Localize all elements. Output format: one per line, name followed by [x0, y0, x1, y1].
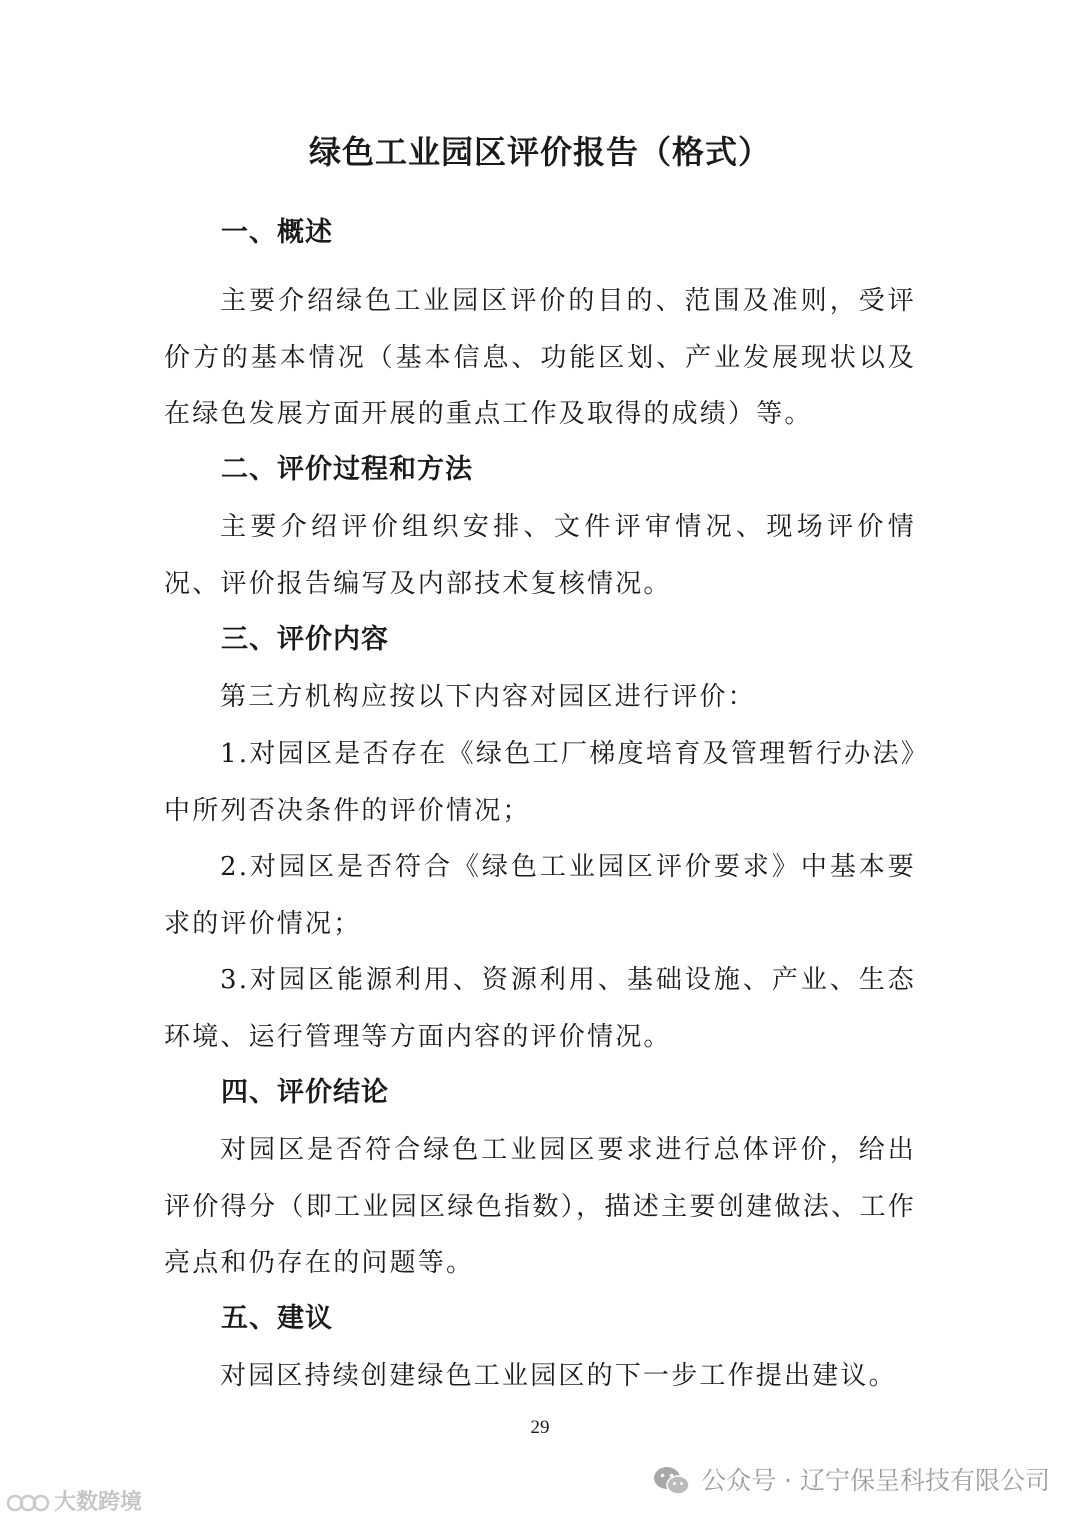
section-process-paragraph: 主要介绍评价组织安排、文件评审情况、现场评价情况、评价报告编写及内部技术复核情况。 [164, 512, 916, 599]
wechat-icon [653, 1465, 691, 1497]
section-heading-suggestions: 五、建议 [221, 1303, 333, 1334]
section-conclusion-paragraph: 对园区是否符合绿色工业园区要求进行总体评价，给出评价得分（即工业园区绿色指数），描述主要创建做法、工作亮点和仍存在的问题等。 [164, 1135, 916, 1279]
watermark-right-text: 公众号 · 辽宁保呈科技有限公司 [701, 1466, 1050, 1495]
document-title: 绿色工业园区评价报告（格式） [308, 133, 771, 171]
logo-icon [6, 1491, 50, 1515]
page-number: 29 [530, 1417, 550, 1438]
section-heading-conclusion: 四、评价结论 [221, 1077, 389, 1108]
section-heading-content: 三、评价内容 [221, 624, 389, 655]
watermark-logo [6, 1488, 142, 1518]
section-content-item-3: 3.对园区能源利用、资源利用、基础设施、产业、生态环境、运行管理等方面内容的评价情况。 [164, 965, 916, 1052]
watermark-official-account [653, 1463, 1050, 1499]
section-heading-overview: 一、概述 [221, 217, 333, 248]
section-content-intro: 第三方机构应按以下内容对园区进行评价： [220, 682, 756, 712]
section-content-item-1: 1.对园区是否存在《绿色工厂梯度培育及管理暂行办法》中所列否决条件的评价情况； [164, 739, 916, 826]
watermark-left-text: 大数跨境 [54, 1490, 143, 1515]
section-overview-paragraph: 主要介绍绿色工业园区评价的目的、范围及准则，受评价方的基本情况（基本信息、功能区划、产业发展现状以及在绿色发展方面开展的重点工作及取得的成绩）等。 [164, 286, 916, 430]
section-suggestions-paragraph: 对园区持续创建绿色工业园区的下一步工作提出建议。 [220, 1361, 897, 1391]
section-content-item-2: 2.对园区是否符合《绿色工业园区评价要求》中基本要求的评价情况； [164, 852, 916, 939]
section-heading-process: 二、评价过程和方法 [221, 454, 473, 485]
